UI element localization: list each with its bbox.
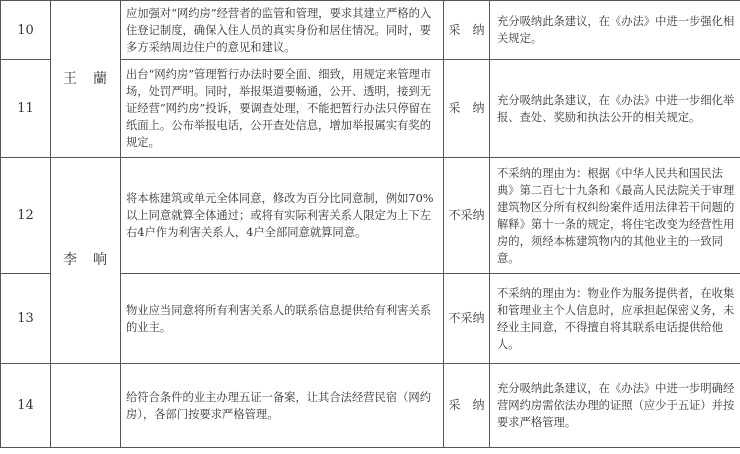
table-row — [1, 364, 740, 448]
row-number: 13 — [1, 274, 51, 364]
proposer-name: 李 响 — [51, 158, 121, 364]
response-cell: 不采纳的理由为：物业作为服务提供者，在收集和管理业主个人信息时，应承担起保密义务，未经业主同意，不得擅自将其联系电话提供给他人。 — [490, 274, 740, 364]
response-cell: 充分吸纳此条建议，在《办法》中进一步细化举报、查处、奖励和执法公开的相关规定。 — [490, 60, 740, 158]
response-cell: 不采纳的理由为：根据《中华人民共和国民法典》第二百七十九条和《最高人民法院关于审理建筑物区分所有权纠纷案件适用法律若干问题的解释》第十一条的规定，将住宅改变为经营性用房的，须经本栋建筑物内的其他业主的一致同意。 — [490, 158, 740, 274]
suggestion-cell: 物业应当同意将所有利害关系人的联系信息提供给有利害关系的业主。 — [121, 274, 444, 364]
adoption-status: 采 纳 — [444, 364, 490, 448]
proposer-name: 王 蘭 — [51, 1, 121, 158]
table-row — [1, 158, 740, 274]
suggestion-cell: 将本栋建筑或单元全体同意，修改为百分比同意制，例如70%以上同意就算全体通过；或将有实际利害关系人限定为上下左右4户作为利害关系人，4户全部同意就算同意。 — [121, 158, 444, 274]
table-row — [1, 1, 740, 60]
suggestion-cell: 给符合条件的业主办理五证一备案，让其合法经营民宿（网约房），各部门按要求严格管理。 — [121, 364, 444, 448]
adoption-status: 不采纳 — [444, 274, 490, 364]
row-number: 14 — [1, 364, 51, 448]
adoption-status: 不采纳 — [444, 158, 490, 274]
response-cell: 充分吸纳此条建议，在《办法》中进一步明确经营网约房需依法办理的证照（应少于五证）并按要求严格管理。 — [490, 364, 740, 448]
row-number: 12 — [1, 158, 51, 274]
proposer-name-empty — [51, 364, 121, 448]
row-number: 10 — [1, 1, 51, 60]
response-cell: 充分吸纳此条建议，在《办法》中进一步强化相关规定。 — [490, 1, 740, 60]
adoption-status: 采 纳 — [444, 1, 490, 60]
adoption-status: 采 纳 — [444, 60, 490, 158]
suggestion-cell: 应加强对“网约房”经营者的监管和管理，要求其建立严格的入住登记制度，确保入住人员的真实身份和居住情况。同时，要多方采纳周边住户的意见和建议。 — [121, 1, 444, 60]
row-number: 11 — [1, 60, 51, 158]
suggestion-cell: 出台“网约房”管理暂行办法时要全面、细致，用规定来管理市场，处罚严明。同时，举报渠道要畅通，公开、透明，接到无证经营“网约房”投诉，要调查处理，不能把暂行办法只停留在纸面上。公布举报电话，公开查处信息，增加举报属实有奖的规定。 — [121, 60, 444, 158]
